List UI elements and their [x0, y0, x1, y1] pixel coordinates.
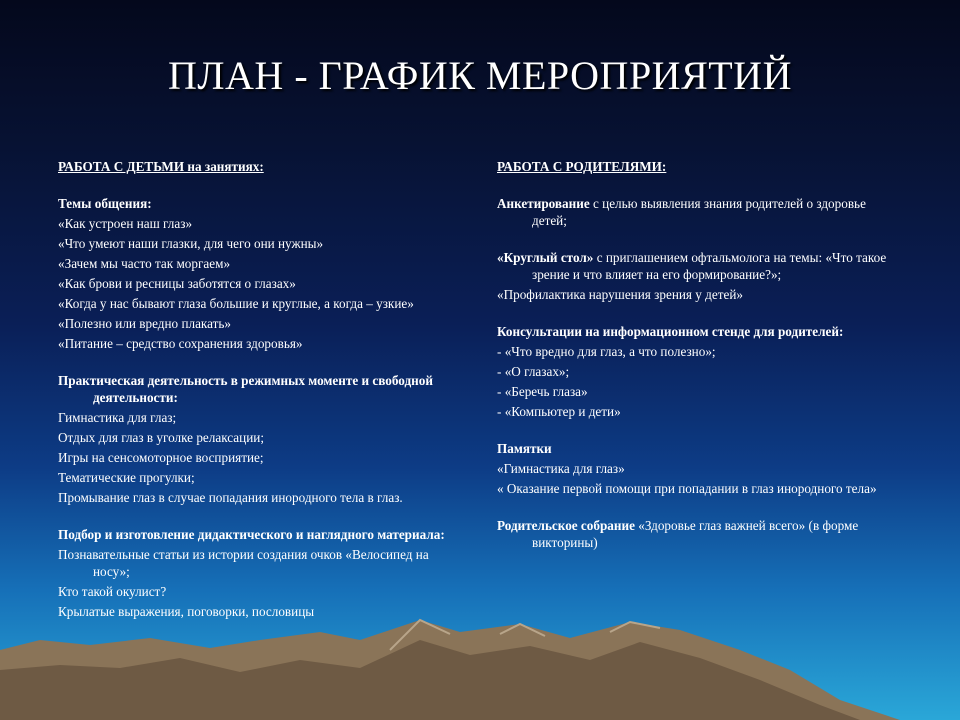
consult-item: - «Беречь глаза»	[497, 384, 588, 399]
practice-item: Игры на сенсомоторное восприятие;	[58, 450, 264, 465]
materials-item: Познавательные статьи из истории создания очков «Велосипед на носу»;	[58, 547, 429, 579]
practice-item: Отдых для глаз в уголке релаксации;	[58, 430, 264, 445]
practice-item: Гимнастика для глаз;	[58, 410, 177, 425]
practice-item: Промывание глаз в случае попадания инородного тела в глаз.	[58, 490, 403, 505]
children-work-heading: РАБОТА С ДЕТЬМИ на занятиях:	[58, 159, 264, 174]
survey-item	[497, 195, 897, 229]
memo-item: « Оказание первой помощи при попадании в глаз инородного тела»	[497, 481, 877, 496]
survey-text: с целью выявления знания родителей о здоровье детей;	[532, 196, 866, 228]
parents-work-column	[497, 158, 897, 554]
topic-item: «Как устроен наш глаз»	[58, 216, 193, 231]
topic-item: «Полезно или вредно плакать»	[58, 316, 232, 331]
survey-label: Анкетирование	[497, 196, 590, 211]
consult-heading: Консультации на информационном стенде для родителей:	[497, 324, 844, 339]
meeting-text: «Здоровье глаз важней всего» (в форме викторины)	[532, 518, 859, 550]
roundtable-text: с приглашением офтальмолога на темы: «Что такое зрение и что влияет на его формирование?»;	[532, 250, 887, 282]
materials-item: Кто такой окулист?	[58, 584, 167, 599]
parents-work-heading: РАБОТА С РОДИТЕЛЯМИ:	[497, 159, 667, 174]
children-work-column	[58, 158, 448, 623]
practice-item: Тематические прогулки;	[58, 470, 195, 485]
consult-item: - «О глазах»;	[497, 364, 570, 379]
memo-item: «Гимнастика для глаз»	[497, 461, 625, 476]
topic-item: «Питание – средство сохранения здоровья»	[58, 336, 303, 351]
memos-heading: Памятки	[497, 441, 552, 456]
consult-item: - «Компьютер и дети»	[497, 404, 621, 419]
materials-item: Крылатые выражения, поговорки, пословицы	[58, 604, 315, 619]
mountain-landscape	[0, 610, 960, 720]
topic-item: «Зачем мы часто так моргаем»	[58, 256, 231, 271]
materials-heading: Подбор и изготовление дидактического и наглядного материала:	[58, 527, 445, 542]
topic-item: «Когда у нас бывают глаза большие и круглые, а когда – узкие»	[58, 296, 414, 311]
topic-item: «Что умеют наши глазки, для чего они нужны»	[58, 236, 324, 251]
roundtable-label: «Круглый стол»	[497, 250, 594, 265]
roundtable-item	[497, 249, 897, 283]
slide-title: ПЛАН - ГРАФИК МЕРОПРИЯТИЙ	[168, 53, 792, 98]
prevention-item: «Профилактика нарушения зрения у детей»	[497, 287, 744, 302]
topic-item: «Как брови и ресницы заботятся о глазах»	[58, 276, 296, 291]
topics-heading: Темы общения:	[58, 196, 152, 211]
meeting-item	[497, 517, 897, 551]
consult-item: - «Что вредно для глаз, а что полезно»;	[497, 344, 716, 359]
practice-heading: Практическая деятельность в режимных моменте и свободной деятельности:	[58, 373, 433, 405]
meeting-label: Родительское собрание	[497, 518, 635, 533]
